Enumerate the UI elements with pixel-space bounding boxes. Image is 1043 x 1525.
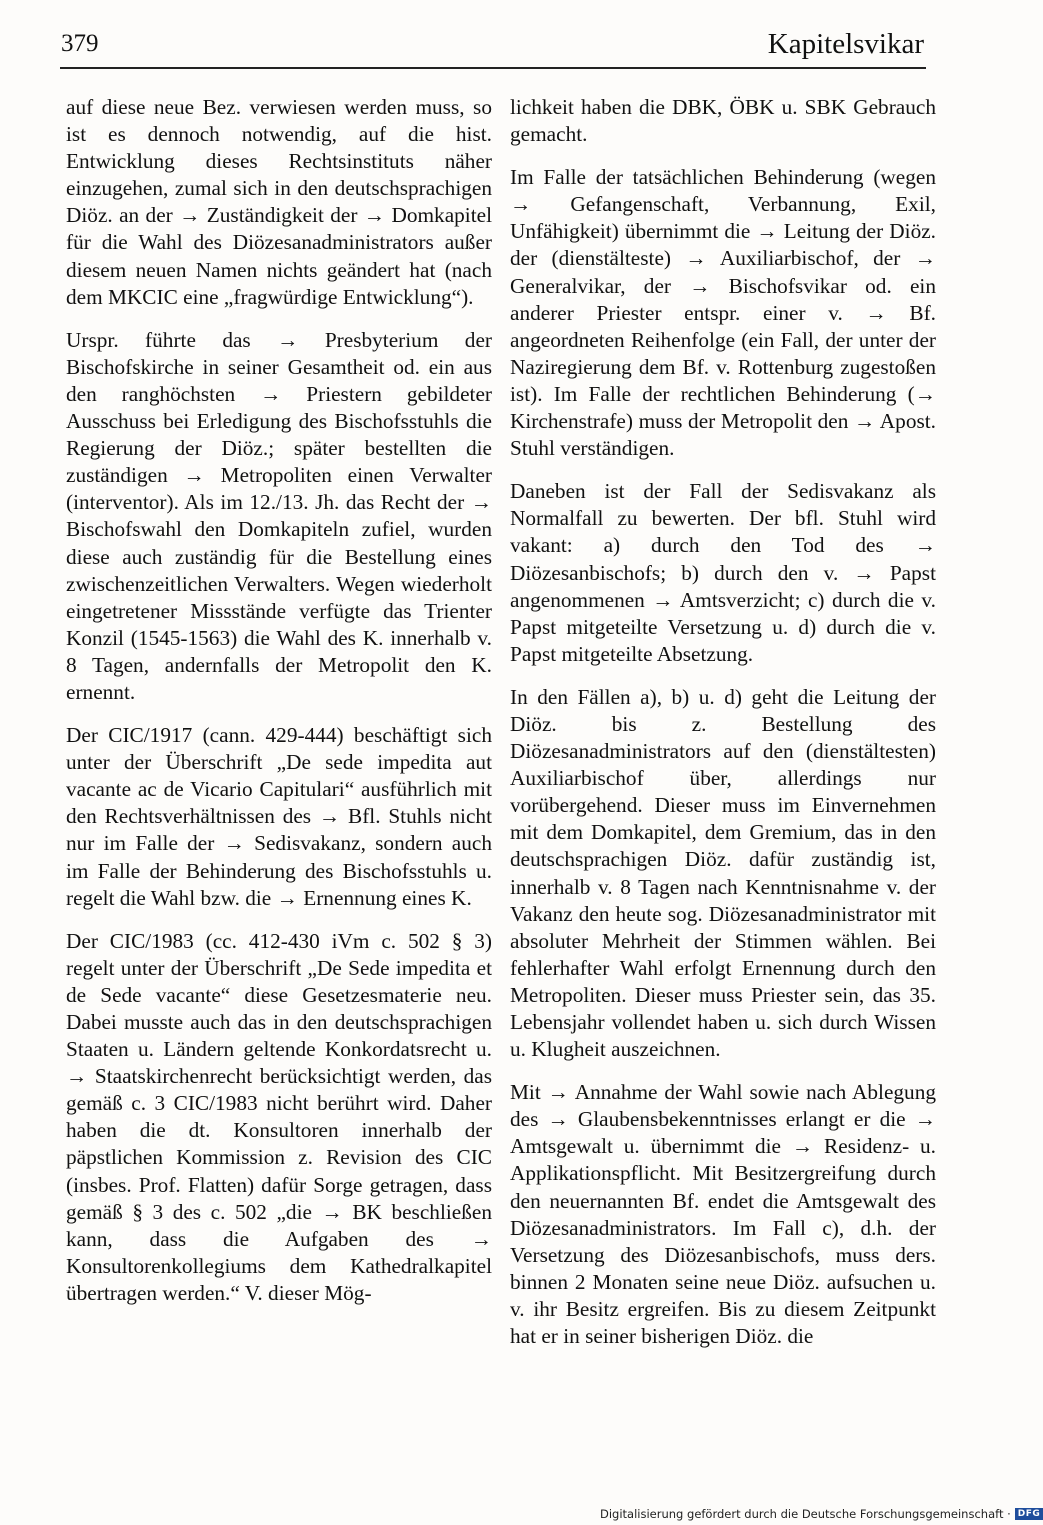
dfg-logo-icon: DFG bbox=[1015, 1508, 1043, 1520]
paragraph: lichkeit haben die DBK, ÖBK u. SBK Gebrauch gemacht. bbox=[510, 95, 936, 147]
funding-note: Digitalisierung gefördert durch die Deutsche Forschungsgemeinschaft · bbox=[600, 1507, 1011, 1521]
paragraph: In den Fällen a), b) u. d) geht die Leitung der Diöz. bis z. Bestellung des Diözesanadministrators auf den (dienstältesten) Auxiliarbischof über, allerdings nur vorübergehend. Dieser muss im Einvernehmen mit dem Domkapitel, dem Gremium, das in den deutschsprachigen Diöz. dafür zuständig ist, innerhalb v. 8 Tagen nach Kenntnisnahme v. der Vakanz den heute sog. Diözesanadministrator mit absoluter Mehrheit der Stimmen wählen. Bei fehlerhafter Wahl erfolgt Ernennung durch den Metropoliten. Dieser muss Priester sein, das 35. Lebensjahr vollendet haben u. sich durch Wissen u. Klugheit auszeichnen. bbox=[510, 684, 936, 1062]
paragraph: Urspr. führte das → Presbyterium der Bischofskirche in seiner Gesamtheit od. ein aus den ranghöchsten → Priestern gebildeter Ausschuss bei Erledigung des Bischofsstuhls die Regierung der Diöz.; später bestellten die zuständigen → Metropoliten einen Verwalter (interventor). Als im 12./13. Jh. das Recht der → Bischofswahl den Domkapiteln zufiel, wurden diese auch zuständig für die Bestellung eines zwischenzeitlichen Verwalters. Wegen wiederholt eingetretener Missstände verfügte das Trienter Konzil (1545-1563) die Wahl des K. innerhalb v. 8 Tagen, andernfalls der Metropolit den K. ernennt. bbox=[66, 327, 492, 704]
paragraph: Der CIC/1983 (cc. 412-430 iVm c. 502 § 3) regelt unter der Überschrift „De Sede impedita et de Sede vacante“ diese Gesetzesmaterie neu. Dabei musste auch das in den deutschsprachigen Staaten u. Ländern geltende Konkordatsrecht u. → Staatskirchenrecht berücksichtigt werden, das gemäß c. 3 CIC/1983 nicht berührt wird. Daher haben die dt. Konsultoren innerhalb der päpstlichen Kommission z. Revision des CIC (insbes. Prof. Flatten) dafür Sorge getragen, dass gemäß § 3 des c. 502 „die → BK beschließen kann, dass die Aufgaben des → Konsultorenkollegiums dem Kathedralkapitel übertragen werden.“ V. dieser Mög- bbox=[66, 928, 492, 1305]
running-head: Kapitelsvikar bbox=[767, 28, 924, 60]
paragraph: auf diese neue Bez. verwiesen werden muss, so ist es dennoch notwendig, auf die hist. Entwicklung dieses Rechtsinstituts näher einzugehen, zumal sich in den deutschsprachigen Diöz. an der → Zuständigkeit der → Domkapitel für die Wahl des Diözesanadministrators außer diesem neuen Namen nichts geändert hat (nach dem MKCIC eine „fragwürdige Entwicklung“). bbox=[66, 95, 492, 309]
paragraph: Mit → Annahme der Wahl sowie nach Ablegung des → Glaubensbekenntnisses erlangt er die → Amtsgewalt u. übernimmt die → Residenz- u. Applikationspflicht. Mit Besitzergreifung durch den neuernannten Bf. endet die Amtsgewalt des Diözesanadministrators. Im Fall c), d.h. der Versetzung des Diözesanbischofs, muss ders. binnen 2 Monaten seine neue Diöz. aufsuchen u. v. ihr Besitz ergreifen. Bis zu diesem Zeitpunkt hat er in seiner bisherigen Diöz. die bbox=[510, 1080, 936, 1349]
right-column bbox=[510, 94, 936, 1366]
header-rule bbox=[60, 67, 926, 69]
funding-footer bbox=[600, 1507, 1043, 1521]
page-number: 379 bbox=[61, 30, 99, 57]
paragraph: Im Falle der tatsächlichen Behinderung (wegen → Gefangenschaft, Verbannung, Exil, Unfähigkeit) übernimmt die → Leitung der Diöz. der (dienstälteste) → Auxiliarbischof, der → Generalvikar, der → Bischofsvikar od. ein anderer Priester entspr. einer v. → Bf. angeordneten Reihenfolge (ein Fall, der unter der Naziregierung dem Bf. v. Rottenburg zugestoßen ist). Im Falle der rechtlichen Behinderung (→ Kirchenstrafe) muss der Metropolit den → Apost. Stuhl verständigen. bbox=[510, 165, 936, 461]
paragraph: Daneben ist der Fall der Sedisvakanz als Normalfall zu bewerten. Der bfl. Stuhl wird vakant: a) durch den Tod des → Diözesanbischofs; b) durch den v. → Papst angenommenen → Amtsverzicht; c) durch die v. Papst mitgeteilte Versetzung u. d) durch die v. Papst mitgeteilte Absetzung. bbox=[510, 479, 936, 666]
left-column bbox=[66, 94, 492, 1323]
paragraph: Der CIC/1917 (cann. 429-444) beschäftigt sich unter der Überschrift „De sede impedita aut vacante ac de Vicario Capitulari“ ausführlich mit den Rechtsverhältnissen des → Bfl. Stuhls nicht nur im Falle der → Sedisvakanz, sondern auch im Falle der Behinderung des Bischofsstuhls u. regelt die Wahl bzw. die → Ernennung eines K. bbox=[66, 723, 492, 910]
